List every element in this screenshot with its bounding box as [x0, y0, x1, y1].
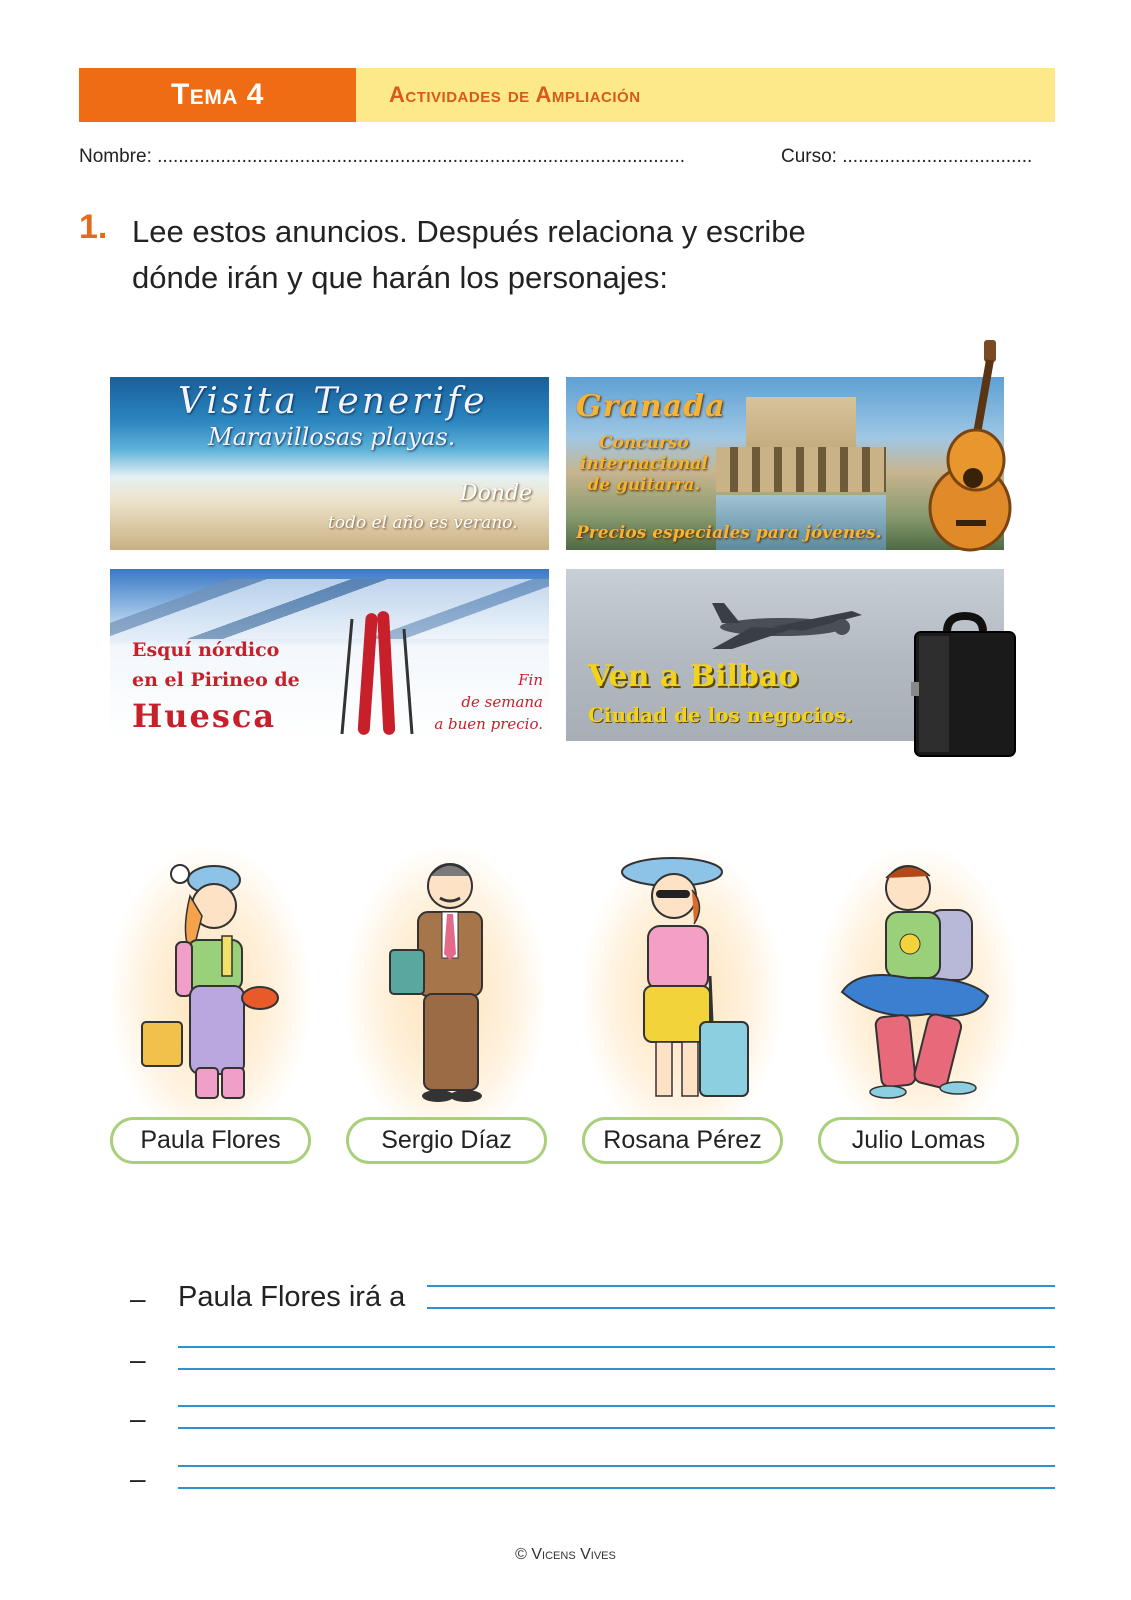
boy-guitarist-icon — [818, 846, 1018, 1118]
name-label-paula: Paula Flores — [110, 1117, 311, 1164]
ad-huesca-fin1: Fin — [518, 671, 543, 689]
ad-bilbao-subtitle: Ciudad de los negocios. — [588, 703, 853, 727]
ad-tenerife-subtitle: Maravillosas playas. — [208, 423, 456, 451]
guitar-icon — [918, 338, 1018, 560]
ad-granada-line2: internacional — [580, 454, 708, 474]
unit-title: Tema 4 — [79, 68, 356, 122]
airplane-icon — [652, 589, 892, 659]
briefcase-icon — [909, 612, 1021, 760]
answer-dash: – — [130, 1463, 146, 1494]
ad-granada-prices: Precios especiales para jóvenes. — [576, 523, 882, 543]
ad-huesca-text — [132, 635, 300, 695]
name-label-julio: Julio Lomas — [818, 1117, 1019, 1164]
answer-dash: – — [130, 1403, 146, 1434]
ad-huesca-weekend — [434, 669, 543, 735]
answer-row-4 — [130, 1463, 1060, 1493]
name-label-sergio: Sergio Díaz — [346, 1117, 547, 1164]
girl-skier-icon — [110, 846, 310, 1118]
answer-line-bottom[interactable] — [427, 1307, 1055, 1309]
question-line-1: Lee estos anuncios. Después relaciona y escribe — [132, 214, 806, 249]
ad-granada-line3: de guitarra. — [587, 475, 701, 495]
answer-line-top[interactable] — [178, 1346, 1055, 1348]
ad-huesca-fin3: a buen precio. — [434, 715, 543, 733]
ad-bilbao-title: Ven a Bilbao — [588, 659, 799, 694]
name-field[interactable]: Nombre: .................................................................................................... — [79, 146, 686, 167]
answer-line-bottom[interactable] — [178, 1368, 1055, 1370]
character-sergio — [346, 846, 546, 1118]
ad-tenerife-title: Visita Tenerife — [178, 381, 488, 422]
answer-row-2 — [130, 1344, 1060, 1374]
character-julio — [818, 846, 1018, 1118]
woman-tourist-icon — [582, 846, 782, 1118]
businessman-icon — [346, 846, 546, 1118]
name-label-rosana: Rosana Pérez — [582, 1117, 783, 1164]
answer-line-top[interactable] — [178, 1405, 1055, 1407]
answer-line-top[interactable] — [427, 1285, 1055, 1287]
answer-row-3 — [130, 1403, 1060, 1433]
palace-arches — [716, 447, 886, 492]
ad-huesca-line1: Esquí nórdico — [132, 639, 280, 661]
copyright-footer: © Vicens Vives — [515, 1546, 616, 1563]
ad-huesca-line2: en el Pirineo de — [132, 669, 300, 691]
skis-icon — [330, 609, 420, 739]
course-field[interactable]: Curso: .................................... — [781, 146, 1033, 167]
ad-tenerife-line1: Donde — [460, 481, 533, 506]
answer-prefix: Paula Flores irá a — [178, 1281, 406, 1313]
answer-dash: – — [130, 1283, 146, 1314]
ad-granada-contest — [580, 433, 708, 496]
worksheet-header — [79, 68, 1055, 122]
ad-granada-line1: Concurso — [599, 433, 689, 453]
question-number: 1. — [79, 208, 108, 246]
question-line-2: dónde irán y que harán los personajes: — [132, 260, 668, 295]
ad-huesca-fin2: de semana — [461, 693, 543, 711]
character-paula — [110, 846, 310, 1118]
question-text — [132, 209, 932, 301]
answer-line-bottom[interactable] — [178, 1427, 1055, 1429]
ad-tenerife-line2: todo el año es verano. — [328, 513, 518, 533]
answer-dash: – — [130, 1344, 146, 1375]
ad-tenerife — [110, 377, 549, 550]
character-rosana — [582, 846, 782, 1118]
section-title: Actividades de Ampliación — [356, 68, 1055, 122]
ad-huesca — [110, 569, 549, 741]
ad-huesca-title: Huesca — [132, 697, 277, 735]
answer-line-top[interactable] — [178, 1465, 1055, 1467]
ad-granada-title: Granada — [576, 389, 726, 424]
answer-line-bottom[interactable] — [178, 1487, 1055, 1489]
answer-row-1 — [130, 1283, 1060, 1313]
